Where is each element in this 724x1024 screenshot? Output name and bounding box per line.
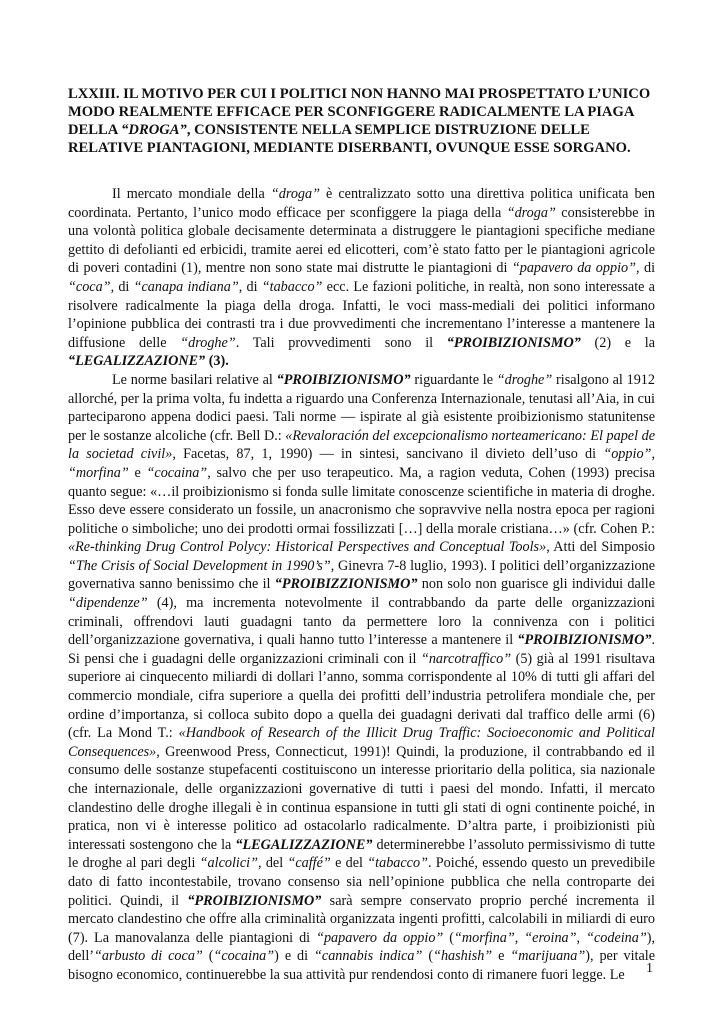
italic-term: “droga” (506, 204, 556, 221)
italic-term: “canapa indiana” (133, 278, 239, 295)
italic-term: “droghe” (180, 334, 236, 351)
text-run: risalgono al 1912 allorché, per la prima volta, fu indetta a riguardo una Conferenza Internazionale, tenutasi all’Aia, in cui parteciparono appena dodici paesi. Tali norme — ispirate al già esistente proibizionismo statunitense per le sostanze alcoliche (cfr. Bell D.: (68, 371, 655, 444)
italic-term: “eroina” (524, 929, 577, 946)
text-run: , Greenwood Press, Connecticut, 1991)! Quindi, la produzione, il contrabbando ed il consumo delle sostanze stupefacenti costituiscono un interesse prioritario della politica, sia nazionale che internazionale, delle organizzazioni governative di tutti i paesi del mondo. Infatti, il mercato clandestino delle droghe illegali è in continua espansione in tutti gli stati di ogni continente poiché, in pratica, non vi è interesse politico ad ostacolarlo radicalmente. D’altra parte, i proibizionisti più interessati sostengono che la (68, 743, 655, 853)
italic-term: “droga” (270, 186, 320, 202)
text-run: , di (238, 278, 262, 295)
text-run: è centralizzato sotto una direttiva politica unificata ben coordinata. Pertanto, l’unico modo efficace per sconfiggere la piaga della (68, 186, 655, 221)
heading-text: LXXIII. IL MOTIVO PER CUI I POLITICI NON HANNO MAI PROSPETTATO L’UNICO MODO REALMENTE EFFICACE PER SCONFIGGERE RADICALMENTE LA PIAGA DELLA (68, 86, 651, 138)
text-run: determinerebbe l’assoluto permissivismo di tutte le droghe al pari degli (68, 836, 655, 872)
text-run: (4), ma incrementa notevolmente il contrabbando da parte delle organizzazioni criminali, offrendovi lauti guadagni tanto da permettere loro la connivenza con i politici dell’organizzazione governativa, i quali hanno tutto l’interesse a mantenere il (68, 595, 655, 649)
chapter-heading (68, 85, 658, 157)
paragraph-1 (68, 185, 655, 371)
italic-term: “arbusto di coca” (94, 948, 203, 965)
text-run: . Poiché, essendo questo un prevedibile dato di fatto incontestabile, trovano consenso sia nell’opinione pubblica che nella controparte dei politici. Quindi, il (68, 855, 655, 909)
bold-italic-term: “LEGALIZZAZIONE” (68, 353, 206, 370)
text-run: non solo non guarisce gli individui dalle (417, 576, 655, 593)
text-run: (5) già al 1991 risultava superiore ai cinquecento miliardi di dollari l’anno, somma corrispondente al 10% di tutti gli affari del commercio mondiale, cifra superiore a quella dei profitti dell’industria petrolifera mondiale che, per ordine d’importanza, si colloca subito dopo a quella dei guadagni derivati dal traffico delle armi (6) (cfr. La Mond T.: (68, 650, 655, 742)
bold-italic-term: “PROIBIZIONISMO” (517, 632, 652, 649)
text-run: consisterebbe in una volontà politica globale decisamente determinata a distruggere le piantagioni specifiche mediane gettito di defolianti ed erbicidi, tramite aerei ed elicotteri, com’è stato fatto per le piantagioni agricole di poveri contadini (1), mentre non sono state mai distrutte le piantagioni di (68, 204, 656, 277)
text-run: , (651, 446, 655, 463)
text-run: , del (258, 855, 288, 872)
text-run: riguardante le (410, 371, 497, 388)
bold-italic-term: “PROIBIZZIONISMO” (274, 576, 418, 593)
bold-italic-term: “LEGALIZZAZIONE” (235, 836, 373, 853)
text-run: ) e di (274, 948, 314, 965)
italic-term: “marijuana” (510, 948, 586, 965)
italic-term: “morfina” (68, 464, 129, 481)
italic-term: “hashish” (433, 948, 493, 965)
text-run: Il mercato mondiale della (112, 186, 271, 202)
text-run: (2) e la (580, 334, 655, 351)
text-run: ( (422, 948, 434, 965)
italic-term: “cocaina” (146, 464, 208, 481)
text-run: . Tali provvedimenti sono il (235, 334, 447, 351)
text-run: , di (636, 260, 656, 277)
italic-term: “tabacco” (367, 855, 428, 872)
paragraph-2 (68, 371, 655, 985)
text-run: , (514, 929, 525, 946)
italic-term: “oppio” (603, 446, 652, 463)
italic-term: “caffé” (287, 855, 331, 872)
italic-term: “cocaina” (213, 948, 275, 965)
text-run: (3). (205, 353, 229, 370)
italic-term: “tabacco” (261, 278, 323, 295)
text-run: . Si pensi che i guadagni delle organizzazioni criminali con il (68, 632, 655, 667)
italic-term: “morfina” (454, 929, 515, 946)
text-run: e (492, 948, 511, 965)
text-run: e (128, 464, 147, 481)
text-run: , salvo che per uso terapeutico. Ma, a ragion veduta, Cohen (1993) precisa quanto segue: «…il proibizionismo si fonda sulle limitate conoscenze scientifiche in materia di droghe. Esso deve essere considerato un fossile, un anacronismo che sopravvive nella nostra epoca per ragioni politiche o simboliche; uno dei prodotti ormai fossilizzati […] della morale cristiana…» (cfr. Cohen P.: (68, 464, 655, 537)
text-run: , di (110, 278, 134, 295)
text-run: ecc. Le fazioni politiche, in realtà, non sono interessate a risolvere radicalmente la piaga della droga. Infatti, le voci mass-mediali dei politici informano l’opinione pubblica dei contrasti tra i due provvedimenti che incrementano l’interesse a mantenere la diffusione delle (68, 278, 655, 351)
bold-italic-term: “PROIBIZIONISMO” (187, 892, 322, 909)
italic-term: “alcolici” (199, 855, 259, 872)
body-text (68, 185, 655, 985)
text-run: , Atti del Simposio (546, 539, 655, 556)
text-run: ( (202, 948, 214, 965)
italic-term: “codeina” (586, 929, 647, 946)
italic-term: “coca” (68, 278, 111, 295)
citation-title: “The Crisis of Social Development in 1990’s” (68, 557, 331, 574)
italic-term: “papavero da oppio” (316, 929, 444, 946)
text-run: sarà sempre conservato proprio perché incrementa il mercato clandestino che offre alla criminalità organizzata ingenti profitti, calcolabili in miliardi di euro (7). La manovalanza delle piantagioni di (68, 892, 655, 946)
text-run: , (576, 929, 587, 946)
text-run: Le norme basilari relative al (112, 371, 277, 388)
heading-text: , CONSISTENTE NELLA SEMPLICE DISTRUZIONE DELLE RELATIVE PIANTAGIONI, MEDIANTE DISERBANTI, OVUNQUE ESSE SORGANO. (68, 122, 631, 156)
citation-title: «Handbook of Research of the Illicit Drug Traffic: Socioeconomic and Political Consequences» (68, 725, 655, 760)
italic-term: “cannabis indica” (314, 948, 423, 965)
italic-term: “dipendenze” (68, 595, 148, 612)
text-run: ), dell’ (68, 929, 656, 965)
text-run: ( (443, 929, 455, 946)
italic-term: “narcotraffico” (420, 650, 512, 667)
text-run: ), per vitale bisogno economico, continuerebbe la sua attività pur rendendosi conto di rimanere fuori legge. Le (68, 948, 655, 983)
italic-term: “droghe” (496, 371, 553, 388)
text-run: e del (330, 855, 368, 872)
text-run: , Ginevra 7-8 luglio, 1993). I politici dell’organizzazione governativa sanno benissimo che il (68, 557, 655, 593)
citation-title: «Re-thinking Drug Control Polycy: Historical Perspectives and Conceptual Tools» (68, 539, 547, 556)
citation-title: «Revaloración del excepcionalismo norteamericano: El papel de la societad civil» (68, 427, 655, 463)
italic-term: “papavero da oppio” (511, 260, 637, 277)
page-number: 1 (646, 961, 653, 976)
heading-italic-term: “DROGA” (121, 122, 187, 138)
bold-italic-term: “PROIBIZIONISMO” (446, 334, 581, 351)
text-run: , Facetas, 87, 1, 1990) — in sintesi, sancivano il divieto dell’uso di (172, 446, 604, 463)
bold-italic-term: “PROIBIZIONISMO” (276, 371, 411, 388)
